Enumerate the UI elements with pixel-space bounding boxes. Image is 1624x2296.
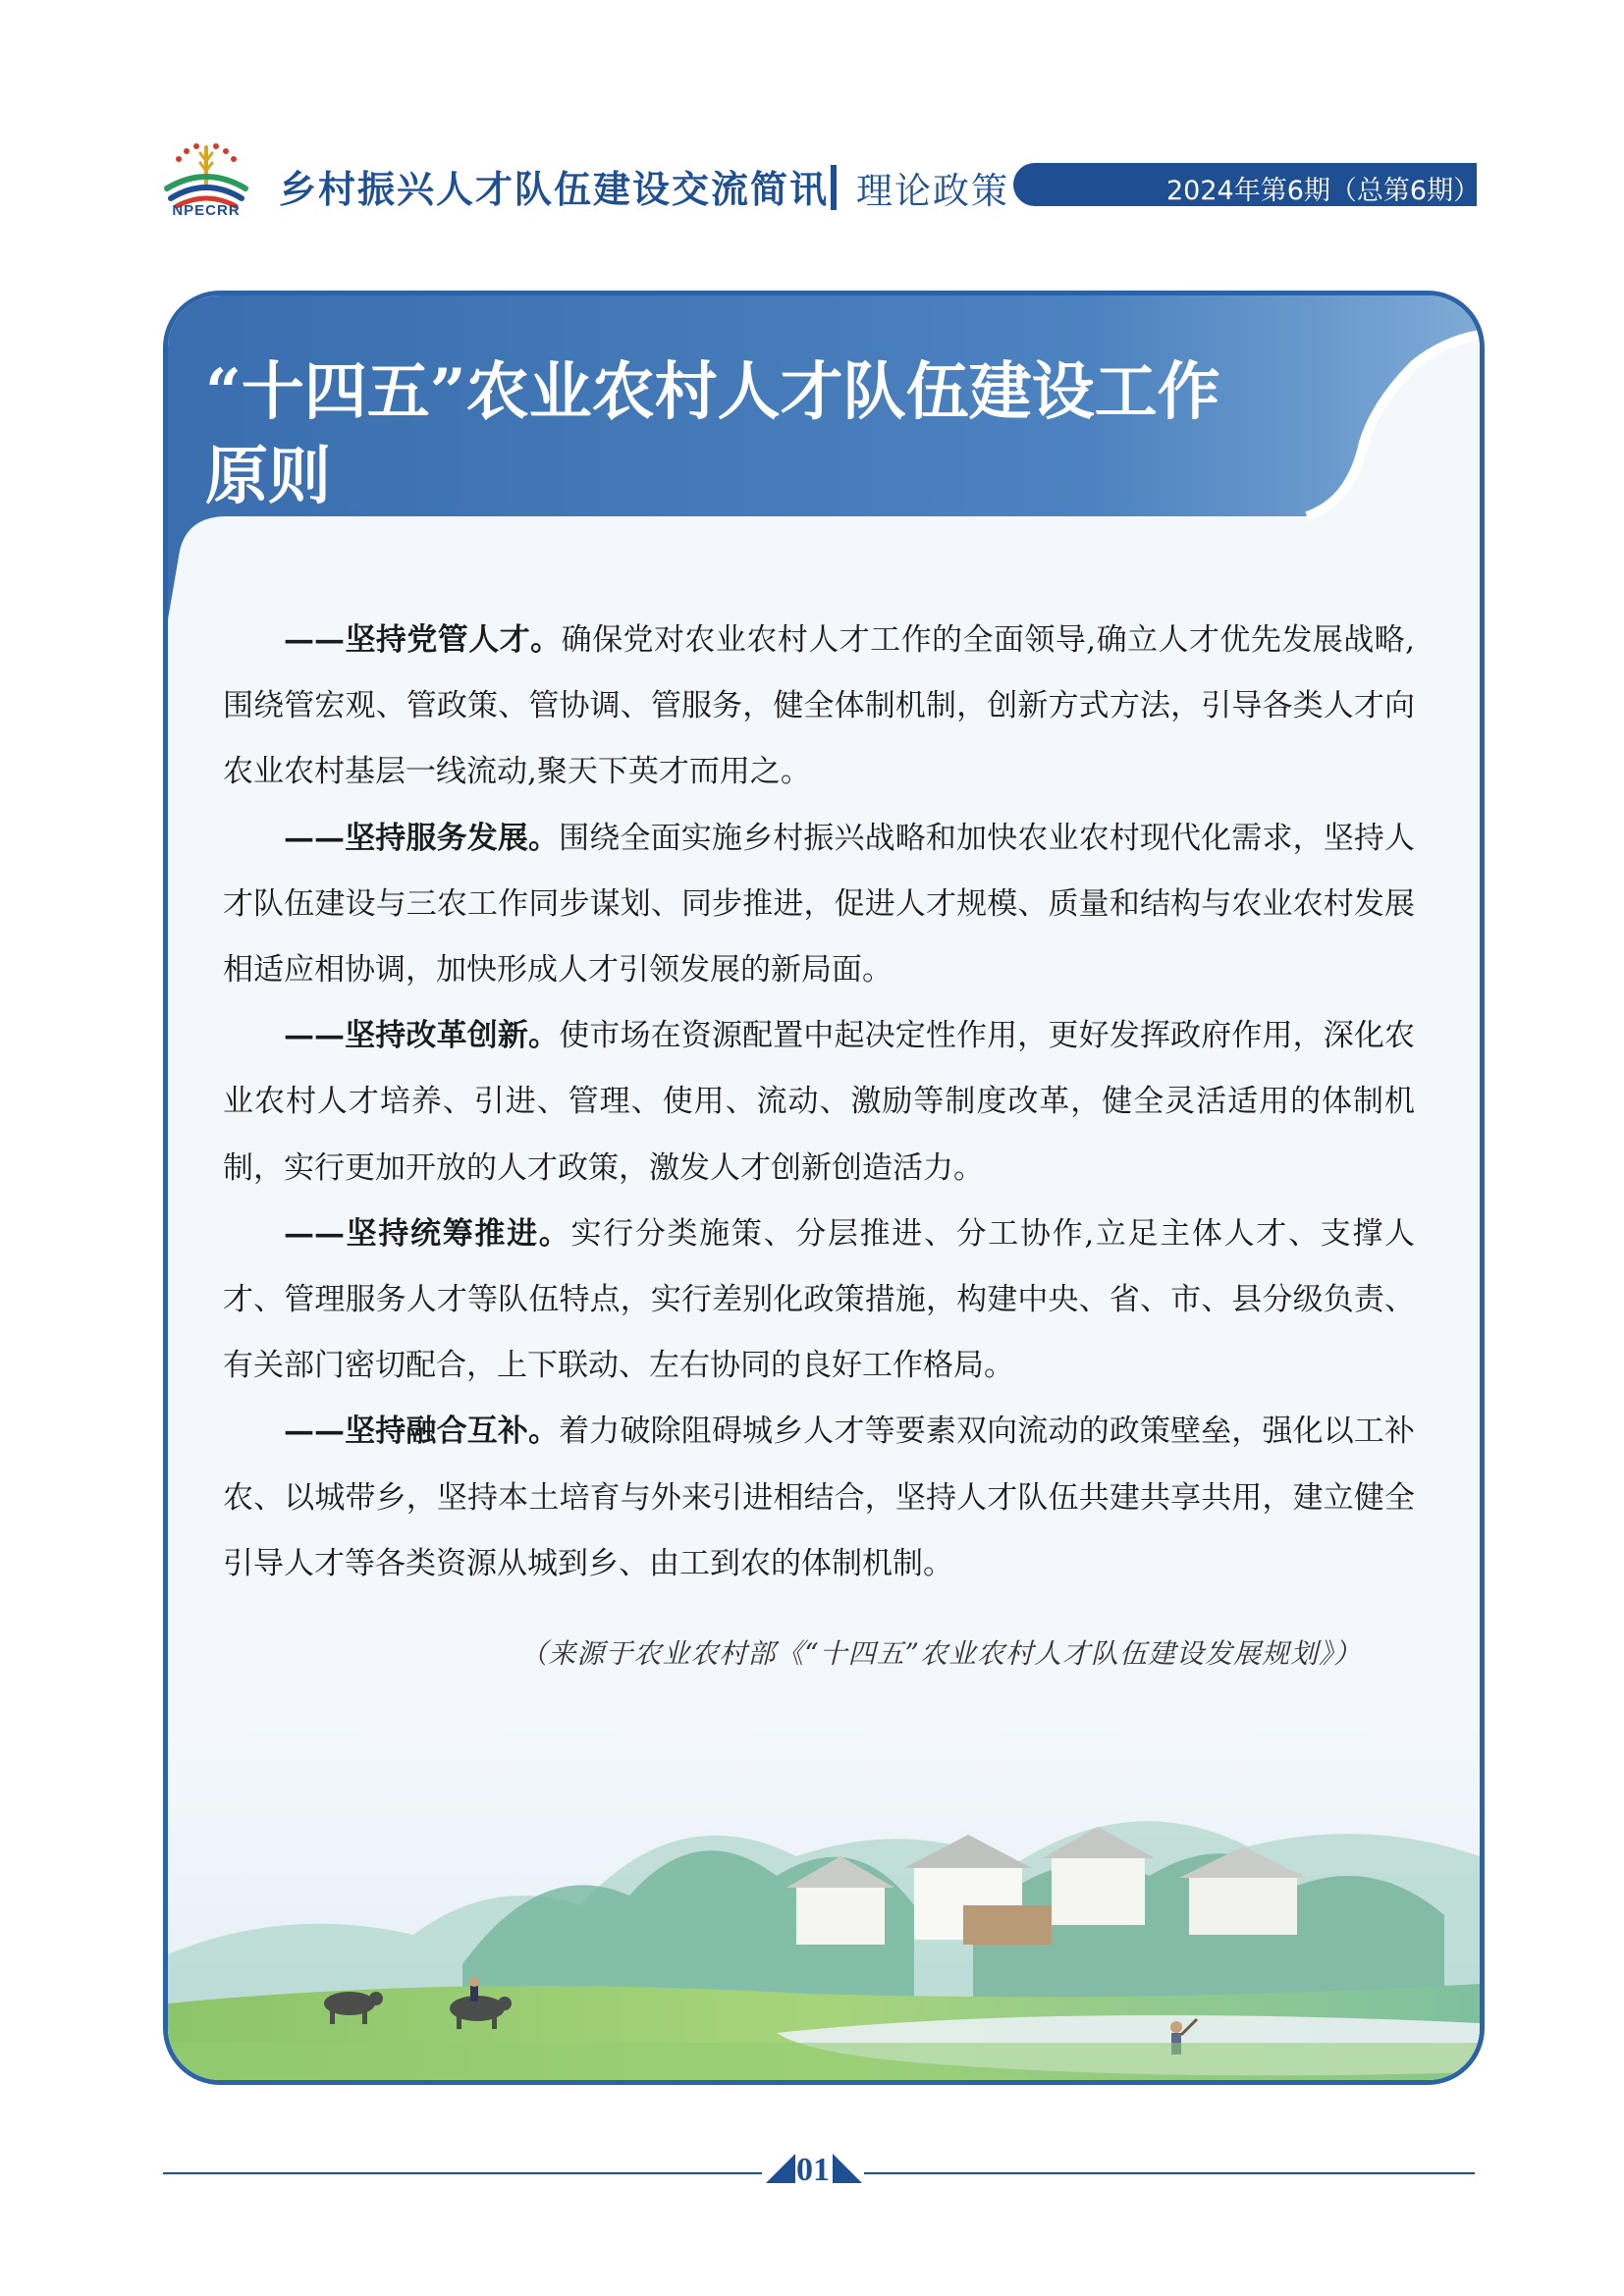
principle-paragraph [223, 806, 1415, 1004]
issue-number: 2024年第6期（总第6期） [1166, 176, 1481, 206]
section-label: 理论政策 [856, 170, 1009, 212]
principle-heading: ——坚持融合互补。 [284, 1414, 560, 1450]
principle-text: 实行分类施策、分层推进、分工协作,立足主体人才、支撑人才、管理服务人才等队伍特点，实行差别化政策措施，构建中央、省、市、县分级负责、有关部门密切配合，上下联动、左右协同的良好工作格局。 [223, 1215, 1416, 1384]
principle-heading: ——坚持改革创新。 [284, 1018, 560, 1054]
article-title [205, 350, 1403, 519]
principle-text: 使市场在资源配置中起决定性作用，更好发挥政府作用，深化农业农村人才培养、引进、管理、使用、流动、激励等制度改革，健全灵活适用的体制机制，实行更加开放的人才政策，激发人才创新创造活力。 [223, 1018, 1416, 1186]
principle-paragraph [223, 608, 1415, 806]
page-right-triangle-icon [833, 2154, 862, 2183]
article-body [223, 608, 1415, 1597]
principle-text: 确保党对农业农村人才工作的全面领导,确立人才优先发展战略,围绕管宏观、管政策、管协调、管服务，健全体制机制，创新方式方法，引导各类人才向农业农村基层一线流动,聚天下英才而用之。 [223, 622, 1415, 790]
page-left-triangle-icon [766, 2154, 795, 2183]
principle-heading: ——坚持党管人才。 [284, 622, 562, 658]
principle-heading: ——坚持服务发展。 [284, 820, 560, 856]
logo-text: NPECRR [172, 202, 241, 219]
title-line-1: “十四五”农业农村人才队伍建设工作 [205, 355, 1220, 429]
page-number: 01 [796, 2152, 830, 2188]
principle-paragraph [223, 1201, 1415, 1400]
principle-text: 着力破除阻碍城乡人才等要素双向流动的政策壁垒，强化以工补农、以城带乡，坚持本土培育与外来引进相结合，坚持人才队伍共建共享共用，建立健全引导人才等各类资源从城到乡、由工到农的体制机制。 [223, 1414, 1416, 1581]
title-line-2: 原则 [205, 440, 331, 513]
source-citation: （来源于农业农村部《“十四五”农业农村人才队伍建设发展规划》） [519, 1637, 1362, 1670]
principle-paragraph [223, 1399, 1415, 1597]
article-card [163, 291, 1485, 2085]
principle-heading: ——坚持统筹推进。 [284, 1215, 571, 1252]
principle-paragraph [223, 1003, 1415, 1201]
journal-title: 乡村振兴人才队伍建设交流简讯 [279, 168, 830, 211]
landscape-illustration [168, 1709, 1480, 2085]
principle-text: 围绕全面实施乡村振兴战略和加快农业农村现代化需求，坚持人才队伍建设与三农工作同步谋划、同步推进，促进人才规模、质量和结构与农业农村发展相适应相协调，加快形成人才引领发展的新局面。 [223, 820, 1416, 988]
header-divider [831, 165, 837, 210]
